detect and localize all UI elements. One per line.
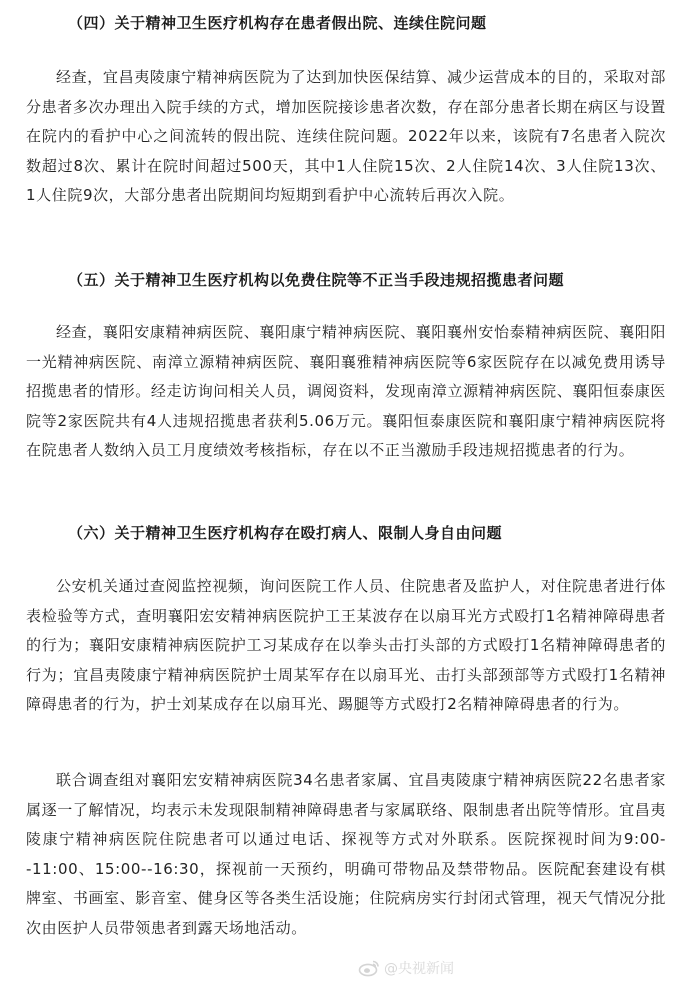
section-heading-4: （四）关于精神卫生医疗机构存在患者假出院、连续住院问题 [68,14,487,32]
watermark [358,958,454,978]
section-heading-5: （五）关于精神卫生医疗机构以免费住院等不正当手段违规招揽患者问题 [68,271,565,289]
weibo-icon [358,959,380,977]
paragraph-section-6-a: 公安机关通过查阅监控视频，询问医院工作人员、住院患者及监护人，对住院患者进行体表检验等方式，查明襄阳宏安精神病医院护工王某波存在以扇耳光方式殴打1名精神障碍患者的行为；襄阳安康精神病医院护工习某成存在以拳头击打头部的方式殴打1名精神障碍患者的行为；宜昌夷陵康宁精神病医院护士周某军存在以扇耳光、击打头部颈部等方式殴打1名精神障碍患者的行为，护士刘某成存在以扇耳光、踢腿等方式殴打2名精神障碍患者的行为。 [26,577,666,713]
watermark-text: @央视新闻 [384,961,454,977]
paragraph-section-5: 经查，襄阳安康精神病医院、襄阳康宁精神病医院、襄阳襄州安怡泰精神病医院、襄阳阳一光精神病医院、南漳立源精神病医院、襄阳襄雅精神病医院等6家医院存在以减免费用诱导招揽患者的情形。经走访询问相关人员，调阅资料，发现南漳立源精神病医院、襄阳恒泰康医院等2家医院共有4人违规招揽患者获利5.06万元。襄阳恒泰康医院和襄阳康宁精神病医院将在院患者人数纳入员工月度绩效考核指标，存在以不正当激励手段违规招揽患者的行为。 [26,323,666,459]
section-heading-6: （六）关于精神卫生医疗机构存在殴打病人、限制人身自由问题 [68,524,503,542]
paragraph-section-4: 经查，宜昌夷陵康宁精神病医院为了达到加快医保结算、减少运营成本的目的，采取对部分患者多次办理出入院手续的方式，增加医院接诊患者次数，存在部分患者长期在病区与设置在院内的看护中心之间流转的假出院、连续住院问题。2022年以来，该院有7名患者入院次数超过8次、累计在院时间超过500天，其中1人住院15次、2人住院14次、3人住院13次、1人住院9次，大部分患者出院期间均短期到看护中心流转后再次入院。 [26,68,666,204]
paragraph-section-6-b: 联合调查组对襄阳宏安精神病医院34名患者家属、宜昌夷陵康宁精神病医院22名患者家属逐一了解情况，均表示未发现限制精神障碍患者与家属联络、限制患者出院等情形。宜昌夷陵康宁精神病医院住院患者可以通过电话、探视等方式对外联系。医院探视时间为9:00--11:00、15:00--16:30，探视前一天预约，明确可带物品及禁带物品。医院配套建设有棋牌室、书画室、影音室、健身区等各类生活设施；住院病房实行封闭式管理，视天气情况分批次由医护人员带领患者到露天场地活动。 [26,771,666,937]
